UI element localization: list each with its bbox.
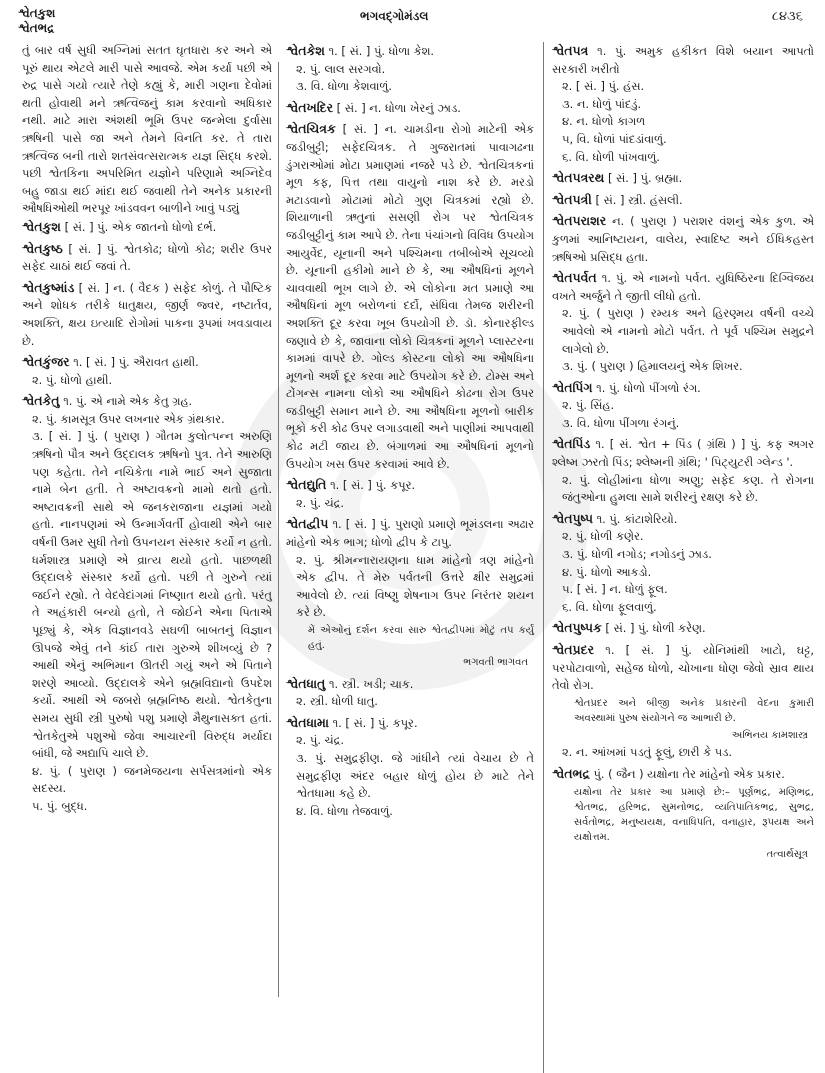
entry-headword: શ્વેતદ્યુતિ [286,477,327,493]
entry-definition [552,435,814,471]
entry-definition [22,240,272,276]
entry-subsense: ૨. [ સં. ] પું. હંસ. [562,79,645,94]
entry-definition [22,392,272,411]
entry-sense: [ સં. ] સ્ત્રી. હંસલી. [595,192,683,207]
entry-subsense: ૪. વિ. ધોળા તેજવાળું. [296,803,393,818]
entry-subsense: ૨. પું. લોહીમાંના ધોળા અણુ; સફેદ કણ. તે રોગના જંતુઓના હુમલા સામે શરીરનું રક્ષણ કરે છે. [562,472,814,505]
entry-headword: શ્વેતપત્રરથ [552,170,605,186]
entry-headword: શ્વેતકુષ્ઠ [22,240,63,256]
dictionary-entry [552,765,814,863]
column-left [22,42,272,1073]
entry-subsense: ૩. પું. ધોળી નગોડ; નગોડનું ઝાડ. [562,547,712,562]
entry-definition [552,212,814,266]
entry-headword: શ્વેતપુષ્પક [552,620,602,636]
entry-sense: ૧. [ સં. ] પું. પુરાણો પ્રમાણે ભૂમંડલના અઢાર માંહેનો એક ભાગ; ધોળો દ્વીપ કે ટાપુ. [286,517,534,550]
entry-definition [552,379,814,398]
entry-headword: શ્વેતપત્રી [552,191,592,207]
entry-subsense: ૬. વિ. ધોળા ફૂલવાળું. [562,599,657,614]
running-title: ભગવદ્ગોમંડલ [360,9,429,23]
entry-definition [286,120,534,473]
entry-subsense: ૪. પું. ધોળો આકડો. [562,564,652,579]
entry-headword: શ્વેતકુષ્માંડ [22,279,75,295]
entry-sense: [ સં. ] ન. ધોળા ખેરનું ઝાડ. [336,100,461,115]
entry-sense: ૧. પું. કાંટાશેરિયો. [596,511,678,526]
entry-subsense: ૨. પું. લાલ સરગવો. [296,61,386,76]
entry-sense: [ સં. ] ન. ચામડીના રોગો માટેની એક જડીબુટ્ટી; સફેદચિત્રક. તે ગુજરાતમાં પાવાગઢના ડુંગરાઓમાં મોટા પ્રમાણમાં નજરે પડે છે. શ્વેતચિત્રકનાં મૂળ કફ, પિત્ત તથા વાયુનો નાશ કરે છે. મરડો મટાડવાનો મોટામાં મોટો ગુણ ચિત્રકમાં રહ્યો છે. શિયાળાની ઋતુનાં સસણી રોગ પર શ્વેતચિત્રક જડીબુટ્ટીનું કામ આપે છે. તેના પંચાંગનો વિવિધ ઉપયોગ આયુર્વેદ, યૂનાની અને પશ્ચિમના તબીબોએ સૂચવ્યો છે. યૂનાની હકીમો માને છે કે, આ ઔષધિનાં મૂળને ચાવવાથી ભૂખ લાગે છે. એ લોકોના મત પ્રમાણે આ ઔષધિનાં મૂળ બરોળનાં દર્દો, સંધિવા તેમજ શરીરની અશક્તિ દૂર કરવા ખૂબ ઉપયોગી છે. ડૉ. કોનારફીલ્ડ જણાવે છે કે, જાવાના લોકો ચિત્રકનાં મૂળને પ્લાસ્ટરના કામમાં વાપરે છે. ગોલ્ડ કોસ્ટના લોકો આ ઔષધિના મૂળનો અર્શ દૂર કરવા માટે ઉપયોગ કરે છે. ટોમ્સ અને ટોંગન્સ નામના લોકો આ ઔષધિને કોઢના રોગ ઉપર જડીબુટ્ટી સમાન માને છે. આ ઔષધિના મૂળનો બારીક ભૂકો કરી કોઢ ઉપર લગાડવાથી અને પાણીમાં આપવાથી કોઢ મટી જાય છે. બંગાળમાં આ ઔષધિનાં મૂળનો ઉપયોગ ખસ ઉપર કરવામાં આવે છે. [286,122,534,471]
entry-quotation: શ્વેતપ્રદર અને બીજી અનેક પ્રકારની વેદના કુમારી અવસ્થામાં પુરુષ સંયોગને જ આભારી છે. [574,697,814,724]
dictionary-entry [22,353,272,389]
entry-definition [286,714,534,733]
entry-subsense: ૪. પું. ( પુરાણ ) જનમેજયના સર્પસત્રમાંનો એક સદસ્ય. [32,763,272,796]
entry-definition [552,191,814,210]
entry-definition [552,510,814,529]
entry-headword: શ્વેતપર્વત [552,270,597,286]
entry-headword: શ્વેતભદ્ર [552,765,590,781]
entry-sense: ૧. [ સં. શ્વેત + પિંડ ( ગ્રંથિ ) ] પું. કફ અગર શ્લેષ્મ ઝરતો પિંડ; શ્લેષ્મની ગ્રંથિ; ' પિટ્યુટરી ગ્લેન્ડ '. [552,437,815,470]
dictionary-entry [552,212,814,266]
entry-subsense: ૩. વિ. ધોળા કેશવાળું. [296,79,392,94]
continuation-text: તું બાર વર્ષ સુધી અગ્નિમાં સતત ઘૃતધારા કર અને એ પૂરું થાય એટલે મારી પાસે આવજે. એમ કર્યા પછી એ રુદ્ર પાસે ગયો ત્યારે તેણે કહ્યું કે, મારી ગણના દેવોમાં થતી હોવાથી મને ઋત્વિજનું કામ કરવાનો અધિકાર નથી. માટે મારા અંશથી ભૂમિ ઉપર જન્મેલા દુર્વાસા ઋષિની પાસે જા અને તેમને વિનતિ કર. તે તારા ઋત્વિજ બની તારો શતસંવત્સરાત્મક યજ્ઞ સિદ્ધ કરશે. પછી શ્વેતકિના અપરિમિત યજ્ઞોને પરિણામે અગ્નિદેવ બહુ જાડા થઈ માંદા થઈ જવાથી તેને અનેક પ્રકારની ઔષધિઓથી ભરપૂર ખાંડવવન બાળીને ખાવું પડ્યું [22,43,272,216]
dictionary-entry [552,191,814,210]
entry-headword: શ્વેતકેતુ [22,393,60,409]
entry-subsense: ૨. પું. ચંદ્ર. [296,733,345,748]
dictionary-entry [552,269,814,376]
entry-subsense: ૩. [ સં. ] પું. ( પુરાણ ) ગૌતમ કુલોત્પન્ન અરુણિ ઋષિનો પૌત્ર અને ઉદ્દાલક ઋષિનો પુત્ર. તેને આરુણિ પણ કહેતા. તેને નચિકેતા નામે ભાઈ અને સુજાતા નામે બેન હતી. તે અષ્ટાવક્રનો મામો થતો હતો. અષ્ટાવક્રની સાથે એ જનકરાજાના યજ્ઞમાં ગયો હતો. નાનપણમાં એ ઉન્માર્ગવર્તી હોવાથી એને બાર વર્ષની ઉમર સુધી તેનો ઉપનયન સંસ્કાર કર્યો ન હતો. ધર્મશાસ્ત્ર પ્રમાણે એ વ્રાત્ય થયો હતો. પાછળથી ઉદ્દાલકે સંસ્કાર કર્યો હતો. પછી તે ગુરુને ત્યાં જઈને રહ્યો. તે વેદવેદાંગમાં નિષ્ણાત થયો હતો. પરંતુ તે અહંકારી બન્યો હતો, તે જોઈને એના પિતાએ પૂછ્યું કે, એક વિજ્ઞાનવડે સઘળી બાબતનું વિજ્ઞાન ઊપજે એવું તને કાંઈ તારા ગુરુએ શીખવ્યું છે ? આથી એનું અભિમાન ઊતરી ગયું અને એ પિતાને શરણે આવ્યો. ઉદ્દાલકે એને બ્રહ્મવિદ્યાનો ઉપદેશ કર્યો. આથી એ જબરો બ્રહ્મનિષ્ઠ થયો. શ્વેતકેતુના સમય સુધી સ્ત્રી પુરુષો પશુ પ્રમાણે મૈથુનાસક્ત હતાં. શ્વેતકેતુએ પશુઓ જેવા આચારની વિરુદ્ધ મર્યાદા બાંધી, જે અદ્યાપિ ચાલે છે. [32,429,272,761]
column-middle [286,42,534,1073]
entry-sense: [ સં. ] પું. શ્વેતકોઢ; ધોળો કોઢ; શરીર ઉપર સફેદ ચાઠાં થઈ જવાં તે. [22,241,272,274]
entry-subsense: ૫. [ સં. ] ન. ધોળું ફૂલ. [562,582,668,597]
entry-sense: ૧. [ સં. ] પું. ધોળા કેશ. [328,44,435,58]
entry-subsense: ૩. પું. ( પુરાણ ) હિમાલયનું એક શિખર. [562,359,743,374]
entry-headword: શ્વેતદ્વીપ [286,516,329,532]
entry-subsense: ૪. ન. ધોળો કાગળ [562,114,646,129]
dictionary-entry [286,476,534,512]
dictionary-entry [286,714,534,821]
entry-headword: શ્વેતપ્રદર [552,642,595,657]
entry-definition [286,515,534,551]
dictionary-entry [22,279,272,350]
page-header [0,0,825,42]
entry-sense: ૧. [ સં. ] પું. ઐરાવત હાથી. [73,355,199,370]
entry-sense: ૧. પું. એ નામે એક કેતુ ગ્રહ. [63,394,193,409]
entry-headword: શ્વેતકુંજર [22,354,70,370]
dictionary-entry [552,510,814,617]
entry-headword: શ્વેતકેશ [286,43,325,58]
entry-sense: ૧. [ સં. ] પું. યોનિમાંથી ખાટો, ઘટ્ટ, પરપોટાવાળો, સહેજ ધોળો, ચોખાના ધોણ જેવો સ્રાવ થાય તેવો રોગ. [552,643,814,693]
column-divider [543,42,544,1073]
entry-headword: શ્વેતપરાશર [552,213,607,229]
entry-definition [22,218,272,237]
entry-subsense: ૨. પું. ધોળી કણેર. [562,529,644,544]
entry-headword: શ્વેતધાતુ [286,675,326,691]
entry-definition [286,476,534,495]
column-right [552,42,814,1073]
entry-subsense: ૨. પું. કામસૂત્ર ઉપર લખનાર એક ગ્રંથકાર. [32,411,225,426]
entry-sense: પું. ( જૈન ) યક્ષોના તેર માંહેનો એક પ્રકાર. [593,766,785,781]
entry-subsense: ૨. પું. ધોળો હાથી. [32,372,113,387]
entry-definition [22,279,272,350]
entry-subsense: ૨. પું. ચંદ્ર. [296,495,345,510]
quotation-source: અભિનય કામશાસ્ત્ર [731,729,808,741]
entry-subsense: ૫, વિ. ધોળાં પાંદડાંવાળું. [562,131,667,146]
entry-sense: ૧. પું. ધોળો પીંગળો રંગ. [596,380,701,395]
dictionary-entry [552,435,814,506]
entry-headword: શ્વેતપુષ્પ [552,510,593,526]
guide-word-first: શ્વેતકુશ [18,6,56,20]
entry-subsense: ૨. પું. ( પુરાણ ) રમ્યક અને હિરણ્મય વર્ષની વચ્ચે આવેલો એ નામનો મોટો પર્વત. તે પૂર્વ પશ્ચિમ સમુદ્રને લાગેલો છે. [562,306,814,356]
entry-sense: [ સં. ] પું. ધોળી કરેણ. [605,621,706,636]
dictionary-entry [286,99,534,118]
entry-headword: શ્વેતપિંડ [552,436,591,452]
entry-definition [552,169,814,188]
entry-headword: શ્વેતપિંગ [552,379,593,395]
dictionary-entry [552,641,814,762]
entry-definition [552,42,814,78]
entry-headword: શ્વેતપત્ર [552,43,589,58]
entry-headword: શ્વેતખદિર [286,99,334,115]
dictionary-entry [552,619,814,638]
entry-subsense: ૨. સ્ત્રી. ધોળી ધાતુ. [296,694,378,709]
dictionary-entry [552,169,814,188]
dictionary-entry [22,392,272,815]
dictionary-entry [22,240,272,276]
guide-word-last: શ્વેતભદ્ર [18,21,55,35]
entry-subsense: ૩. પું. સમુદ્રફીણ. જે ગાંધીને ત્યાં વેચાય છે તે સમુદ્રફીણ અંદર બહાર ધોળું હોય છે માટે તેને શ્વેતધામા કહે છે. [296,750,534,801]
entry-sense: ૧. સ્ત્રી. ખડી; ચાક. [328,676,414,691]
entry-subsense: ૨. પું. શ્રીમન્નારાયણના ધામ માંહેનો ત્રણ માંહેનો એક દ્વીપ. તે મેરુ પર્વતની ઉત્તરે ક્ષીર સમુદ્રમાં આવેલો છે. ત્યાં વિષ્ણુ શેષનાગ ઉપર નિરંતર શયન કરે છે. [296,552,534,620]
entry-sense: [ સં. ] પું. એક જાતનો ધોળો દર્ભ. [64,219,217,234]
entry-definition [552,619,814,638]
entry-subsense: ૬. વિ. ધોળી પાંખવાળું. [562,149,660,164]
entry-subsense: ૫. પું. બુદ્ધ. [32,798,88,813]
entry-definition [286,99,534,118]
entry-headword: શ્વેતચિત્રક [286,121,336,137]
entry-subsense: ૨. પું. સિંહ. [562,398,615,413]
entry-definition [552,765,814,784]
entry-sense: [ સં. ] પું. બ્રહ્મા. [607,171,683,186]
entry-quotation: યક્ષોના તેર પ્રકાર આ પ્રમાણે છે:– પૂર્ણભદ્ર, મણિભદ્ર, શ્વેતભદ્ર, હરિભદ્ર, સુમનોભદ્ર, વ્યતિપાતિકભદ્ર, સુભદ્ર, સર્વતોભદ્ર, મનુષ્યયક્ષ, વનાધિપતિ, વનાહાર, રૂપયક્ષ અને યક્ષોત્તમ. [574,786,814,843]
dictionary-entry [552,42,814,166]
quotation-source: ભગવતી ભાગવત [463,657,528,668]
entry-headword: શ્વેતકુશ [22,218,61,234]
dictionary-entry [552,379,814,433]
dictionary-columns [0,42,825,1073]
entry-sense: ૧. [ સં. ] પું. કપૂર. [330,478,416,493]
entry-sense: [ સં. ] ન. ( વૈદક ) સફેદ કોળું. તે પૌષ્ટિક અને શોધક તરીકે ધાતુક્ષય, જીર્ણ જ્વર, નષ્ટાર્તવ, અશક્તિ, ક્ષય ઇત્યાદિ રોગોમાં પાકના રૂપમાં ખવડાવાય છે. [22,280,272,348]
entry-definition [552,641,814,695]
dictionary-entry [286,515,534,671]
dictionary-entry [286,120,534,473]
entry-definition [552,269,814,305]
entry-definition [22,353,272,372]
dictionary-entry [286,42,534,96]
entry-sense: ૧. પું. એ નામનો પર્વત. યુધિષ્ઠિરના દિગ્વિજય વખતે અર્જુને તે જીતી લીધો હતો. [552,271,814,303]
dictionary-entry [22,218,272,237]
entry-definition [286,675,534,694]
entry-sense: ૧. [ સં. ] પું. કપૂર. [332,715,418,730]
entry-sense: ૧. પું. અમુક હકીકત વિશે બયાન આપતો સરકારી ખરીતો [552,44,814,76]
entry-subsense: ૨. ન. આંખમાં પડતું ફૂલું, છારી કે પડ. [562,745,733,760]
entry-sense: ન. ( પુરાણ ) પરાશર વંશનું એક કુળ. એ કુળમાં આનિષ્ટાયન, વાલેય, સ્વાદિષ્ટ અને ઈધિકહસ્ત ઋષિઓ પ્રસિદ્ધ હતા. [552,214,815,264]
entry-definition [286,42,534,61]
entry-subsense: ૩. વિ. ધોળા પીંગળા રંગનું. [562,415,680,430]
entry-subsense: ૩. ન. ધોળું પાંદડું. [562,96,642,111]
quotation-source: તત્વાર્થસૂત્ર [766,848,808,860]
column-divider [278,62,279,997]
entry-quotation: મેં એઓનું દર્શન કરવા સારુ શ્વેતદ્વીપમાં મોટું તપ કર્યું હતું. [308,625,534,651]
dictionary-entry [286,675,534,711]
entry-headword: શ્વેતધામા [286,714,329,730]
page-number: ૮૪૩૬ [771,9,803,24]
